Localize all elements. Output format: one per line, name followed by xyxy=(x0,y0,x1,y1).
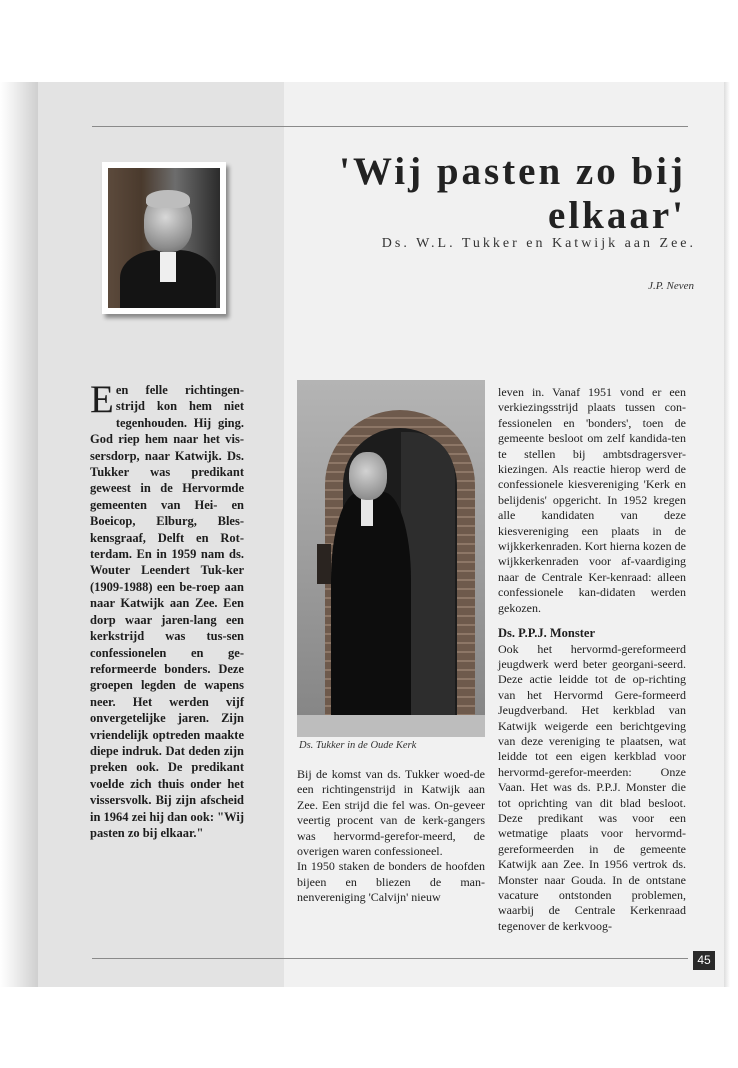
body-column-3 xyxy=(498,385,686,934)
article-author: J.P. Neven xyxy=(648,280,694,292)
lead-paragraph xyxy=(90,378,244,841)
column2-paragraph-2: In 1950 staken de bonders de hoofden bijeen en bliezen de man-nenvereniging 'Calvijn' nieuw xyxy=(297,859,485,905)
column2-paragraph-1: Bij de komst van ds. Tukker woed-de een richtingenstrijd in Katwijk aan Zee. Een strijd die fel was. On-geveer veertig procent van de kerk-gangers was hervormd-gerefor-meerd, de overigen waren confessioneel. xyxy=(297,767,485,859)
page-number: 45 xyxy=(693,951,715,970)
portrait-image xyxy=(108,168,220,308)
portrait-photo xyxy=(102,162,226,314)
article-title-line-2: elkaar' xyxy=(548,194,686,237)
article-title xyxy=(266,150,686,238)
book-spine xyxy=(0,82,38,987)
bottom-rule xyxy=(92,958,688,959)
lead-text: en felle richtingen-strijd kon hem niet tegenhouden. Hij ging. God riep hem naar het vis-sersdorp, naar Katwijk. Ds. Tukker was predikant geweest in de Hervormde gemeenten van Hei- en Boeicop, Elburg, Bles-kensgraaf, Delft en Rot-terdam. En in 1959 nam ds. Wouter Leendert Tuk-ker (1909-1988) een be-roep aan naar Katwijk aan Zee. Een dorp waar jaren-lang een kerkstrijd was tus-sen confessionelen en ge-reformeerde bonders. Deze groepen legden de wapens neer. Het werden vijf onvergetelijke jaren. Zijn vriendelijk optreden maakte diepe indruk. Dat deden zijn preken ook. De predikant voelde zich thuis onder het vissersvolk. Bij zijn afscheid in 1964 zei hij dan ook: "Wij pasten zo bij elkaar." xyxy=(90,383,244,840)
article-title-line-1: 'Wij pasten zo bij xyxy=(339,150,686,193)
top-rule xyxy=(92,126,688,127)
drop-cap: E xyxy=(90,378,114,421)
column3-paragraph-2: Ook het hervormd-gereformeerd jeugdwerk werd beter georgani-seerd. Deze actie leidde tot de op-richting van het Hervormd Gere-formeerd Jeugdverband. Het kerkblad van Katwijk weigerde een berichtgeving van deze vereniging te plaatsen, wat leidde tot een eigen kerkblad voor hervormd-gerefor-meerden: Onze Vaan. Het was ds. P.P.J. Monster die tot oprichting van dit blad besloot. Deze predikant was voor een wetmatige plaats voor hervormd-gereformeerden in de gemeente Katwijk aan Zee. In 1956 vertrok ds. Monster naar Gouda. In de ontstane vacature ontstonden problemen, waarbij de Centrale Kerkenraad tegenover de kerkvoog- xyxy=(498,641,686,933)
section-heading: Ds. P.P.J. Monster xyxy=(498,626,595,641)
page-edge xyxy=(724,82,730,987)
body-column-2 xyxy=(297,767,485,906)
article-subtitle: Ds. W.L. Tukker en Katwijk aan Zee. xyxy=(381,236,696,251)
church-photo xyxy=(297,380,485,737)
photo-caption: Ds. Tukker in de Oude Kerk xyxy=(299,740,417,751)
column3-paragraph-1: leven in. Vanaf 1951 vond er een verkiezingsstrijd plaats tussen con-fessionelen en 'bonders', toen de gemeente besloot om zelf kandida-ten te stellen bij ambtsdragersver-kiezingen. Als reactie hierop werd de confessionele kiesvereniging 'Kerk en belijdenis' opgericht. In 1952 kregen alle kandidaten van deze kiesvereniging een plaats in de wijkkerkenraden. Kort hierna kozen de wijkkerkenraden voor af-vaardiging naar de Centrale Ker-kenraad: alleen confessionele kan-didaten werden gekozen. xyxy=(498,385,686,615)
